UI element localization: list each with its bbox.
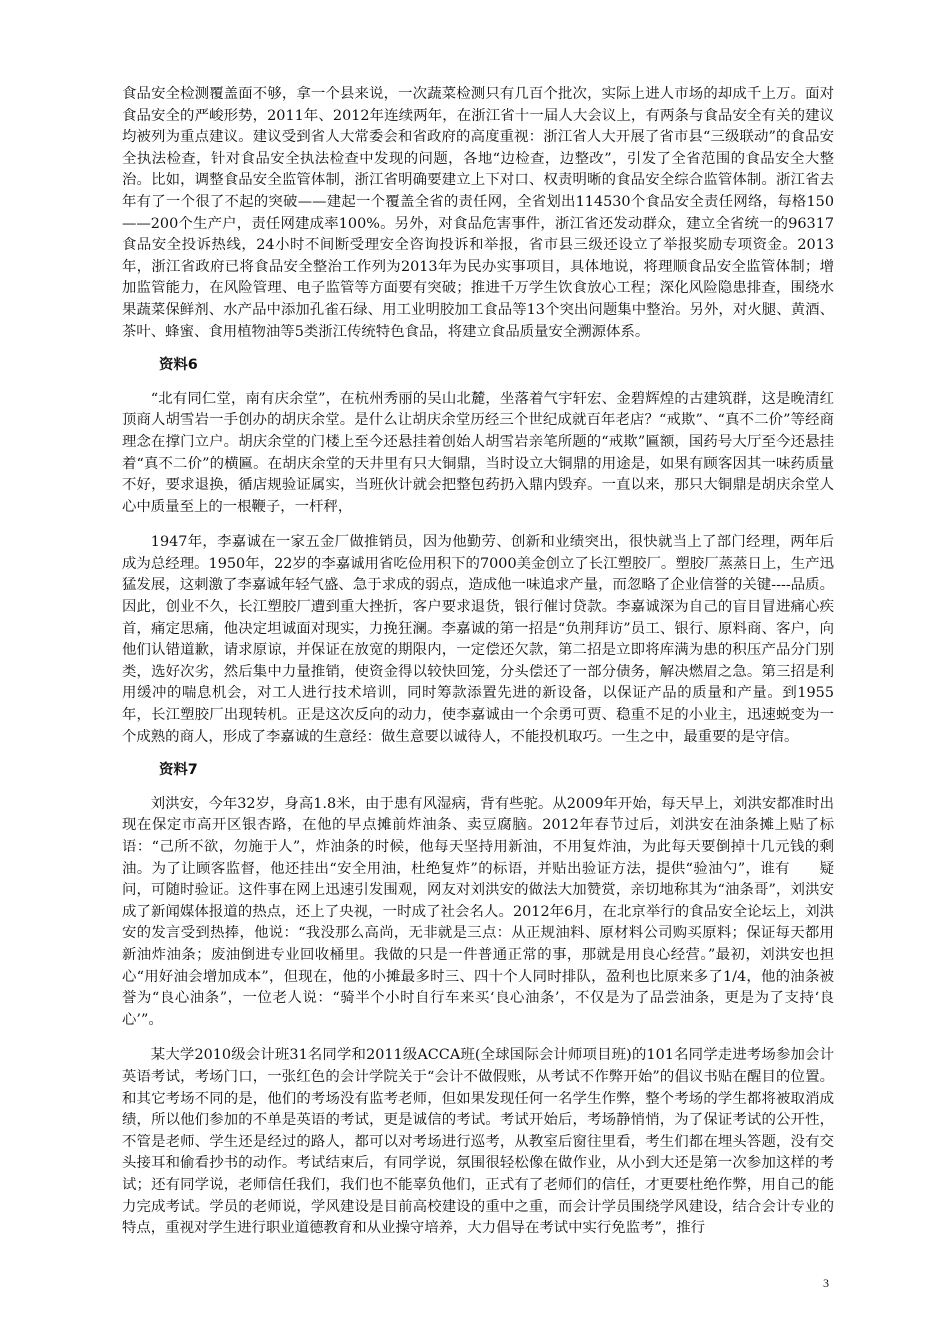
paragraph-gap: [122, 518, 834, 532]
document-body: [122, 84, 834, 1240]
section-heading: 资料6: [159, 357, 198, 374]
paragraph: 刘洪安，今年32岁，身高1.8米，由于患有风湿病，背有些驼。从2009年开始，每天早上，刘洪安都准时出现在保定市高开区银杏路，在他的早点摊前炸油条、卖豆腐脑。2012年春节过后，刘洪安在油条摊上贴了标语：“己所不欲，勿施于人”，炸油条的时候，他每天坚持用新油，不用复炸油，为此每天要倒掉十几元钱的剩油。为了让顾客监督，他还挂出“安全用油，杜绝复炸”的标语，并贴出验证方法，提供“验油勺”，谁有 疑问，可随时验证。这件事在网上迅速引发围观，网友对刘洪安的做法大加赞赏，亲切地称其为“油条哥”，刘洪安成了新闻媒体报道的热点，还上了央视，一时成了社会名人。2012年6月，在北京举行的食品安全论坛上，刘洪安的发言受到热捧，他说：“我没那么高尚，无非就是三点：从正规油料、原材料公司购买原料；保证每天都用新油炸油条；废油倒进专业回收桶里。我做的只是一件普通正常的事，那就是用良心经营。”最初，刘洪安也担心“用好油会增加成本”，但现在，他的小摊最多时三、四十个人同时排队，盈利也比原来多了1/4，他的油条被誉为“良心油条”，一位老人说：“骑半个小时自行车来买‘良心油条’，不仅是为了品尝油条，更是为了支持‘良心’”。: [122, 795, 834, 1028]
page-number: 3: [823, 1276, 829, 1290]
paragraph: 1947年，李嘉诚在一家五金厂做推销员，因为他勤劳、创新和业绩突出，很快就当上了部门经理，两年后成为总经理。1950年，22岁的李嘉诚用省吃俭用积下的7000美金创立了长江塑胶厂。塑胶厂蒸蒸日上，生产迅猛发展，这刺激了李嘉诚年轻气盛、急于求成的弱点，造成他一味追求产量，而忽略了企业信誉的关键----品质。因此，创业不久，长江塑胶厂遭到重大挫折，客户要求退货，银行催讨贷款。李嘉诚深为自己的盲目冒进痛心疾首，痛定思痛，他决定坦诚面对现实，力挽狂澜。李嘉诚的第一招是“负荆拜访”员工、银行、原料商、客户，向他们认错道歉，请求原谅，并保证在放宽的期限内，一定偿还欠款，第二招是立即将库满为患的积压产品分门别类，选好次劣，然后集中力量推销，使资金得以较快回笼，分头偿还了一部分债务，解决燃眉之急。第三招是利用缓冲的喘息机会，对工人进行技术培训，同时筹款添置先进的新设备，以保证产品的质量和产量。到1955年，长江塑胶厂出现转机。正是这次反向的动力，使李嘉诚由一个余勇可贾、稳重不足的小业主，迅速蜕变为一个成熟的商人，形成了李嘉诚的生意经：做生意要以诚待人，不能投机取巧。一生之中，最重要的是守信。: [122, 534, 834, 745]
paragraph: “北有同仁堂，南有庆余堂”，在杭州秀丽的吴山北麓，坐落着气宇轩宏、金碧辉煌的古建筑群，这是晚清红顶商人胡雪岩一手创办的胡庆余堂。是什么让胡庆余堂历经三个世纪成就百年老店？“戒欺”、“真不二价”等经商理念在撑门立户。胡庆余堂的门楼上至今还悬挂着创始人胡雪岩亲笔所题的“戒欺”匾额，国药号大厅至今还悬挂着“真不二价”的横匾。在胡庆余堂的天井里有只大铜鼎，当时设立大铜鼎的用途是，如果有顾客因其一味药质量不好，要求退换，循店规验证属实，当班伙计就会把整包药扔入鼎内毁弃。一直以来，那只大铜鼎是胡庆余堂人心中质量至上的一根鞭子，一杆秤，: [122, 390, 834, 515]
paragraph: 某大学2010级会计班31名同学和2011级ACCA班(全球国际会计师项目班)的101名同学走进考场参加会计英语考试，考场门口，一张红色的会计学院关于“会计不做假账，从考试不作弊开始”的倡议书贴在醒目的位置。和其它考场不同的是，他们的考场没有监考老师，但如果发现任何一名学生作弊，整个考场的学生都将被取消成绩，所以他们参加的不单是英语的考试，更是诚信的考试。考试开始后，考场静悄悄，为了保证考试的公开性，不管是老师、学生还是经过的路人，都可以对考场进行巡考，从教室后窗往里看，考生们都在埋头答题，没有交头接耳和偷看抄书的动作。考试结束后，有同学说，氛围很轻松像在做作业，从小到大还是第一次参加这样的考试；还有同学说，老师信任我们，我们也不能辜负他们，正式有了老师们的信任，才更要杜绝作弊，用自己的能力完成考试。学员的老师说，学风建设是目前高校建设的重中之重，而会计学员围绕学风建设，结合会计专业的特点，重视对学生进行职业道德教育和从业操守培养，大力倡导在考试中实行免监考”，推行: [122, 1047, 834, 1237]
section-heading: 资料7: [159, 762, 198, 779]
paragraph: 食品安全检测覆盖面不够，拿一个县来说，一次蔬菜检测只有几百个批次，实际上进人市场的却成千上万。面对食品安全的严峻形势，2011年、2012年连续两年，在浙江省十一届人大会议上，有两条与食品安全有关的建议均被列为重点建议。建议受到省人大常委会和省政府的高度重视：浙江省人大开展了省市县“三级联动”的食品安全执法检查，针对食品安全执法检查中发现的问题，各地“边检查，边整改”，引发了全省范围的食品安全大整治。比如，调整食品安全监管体制，浙江省明确要建立上下对口、权责明晰的食品安全综合监管体制。浙江省去年有了一个很了不起的突破——建起一个覆盖全省的责任网，全省划出114530个食品安全责任网络，每格150——200个生产户，责任网建成率100%。另外，对食品危害事件，浙江省还发动群众，建立全省统一的96317食品安全投诉热线，24小时不间断受理安全咨询投诉和举报，省市县三级还设立了举报奖励专项资金。2013年，浙江省政府已将食品安全整治工作列为2013年为民办实事项目，具体地说，将理顺食品安全监管体制；增加监管能力，在风险管理、电子监管等方面要有突破；推进千万学生饮食放心工程；深化风险隐患排查，围绕水果蔬菜保鲜剂、水产品中添加孔雀石绿、用工业明胶加工食品等13个突出问题集中整治。另外，对火腿、黄酒、茶叶、蜂蜜、食用植物油等5类浙江传统特色食品，将建立食品质量安全溯源体系。: [122, 86, 834, 340]
paragraph-gap: [122, 1031, 834, 1045]
